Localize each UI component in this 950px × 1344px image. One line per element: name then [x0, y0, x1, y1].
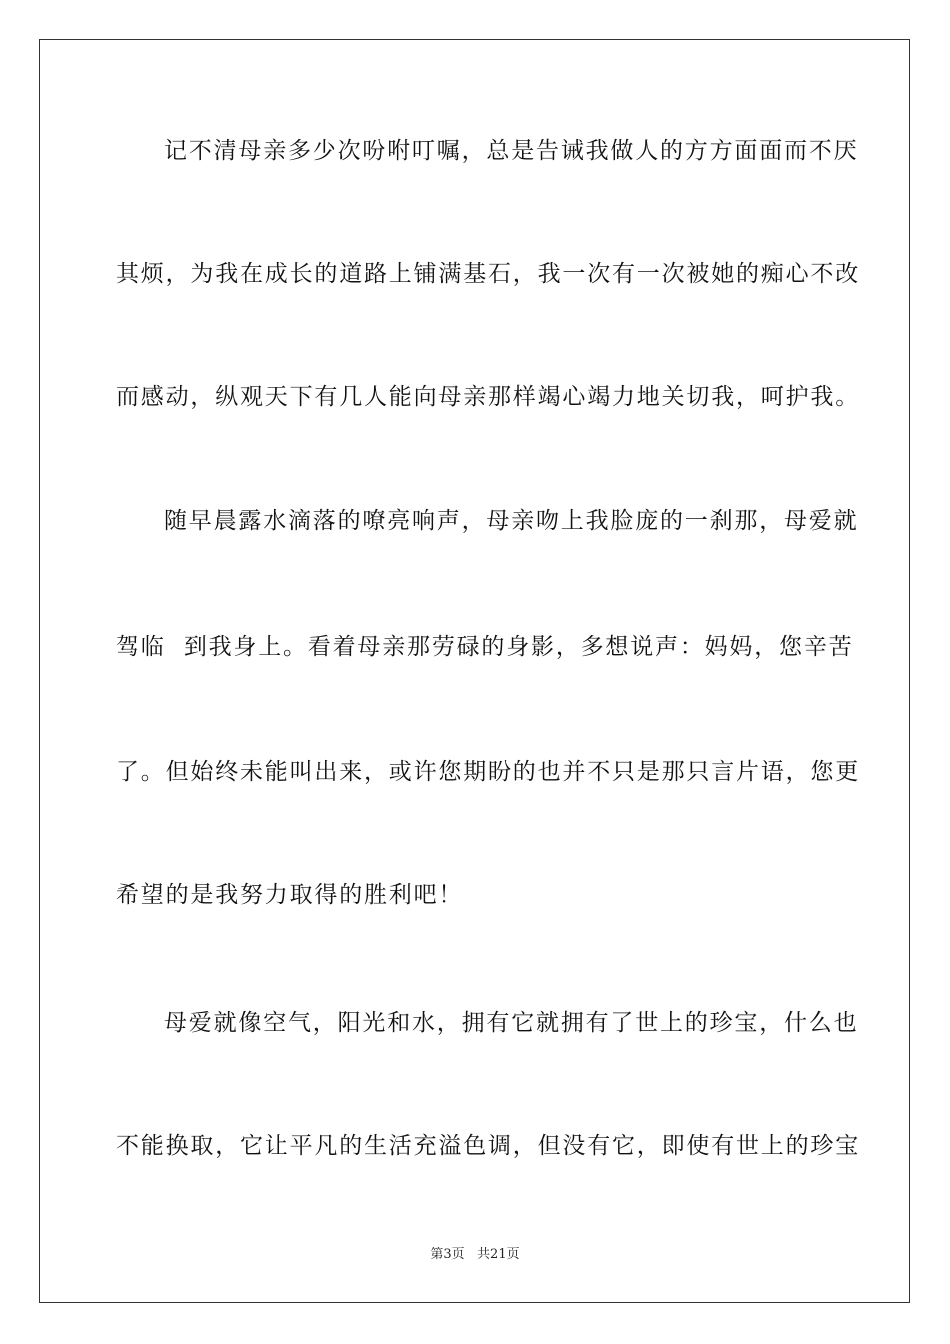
paragraph-3-line-2: 不能换取，它让平凡的生活充溢色调，但没有它，即使有世上的珍宝	[116, 1133, 860, 1159]
paragraph-2-line-1: 随早晨露水滴落的嘹亮响声，母亲吻上我脸庞的一刹那，母爱就	[164, 508, 859, 534]
page-number-footer: 第3页 共21页	[430, 1247, 520, 1262]
paragraph-3-line-1: 母爱就像空气，阳光和水，拥有它就拥有了世上的珍宝，什么也	[164, 1010, 859, 1036]
paragraph-2-line-4: 希望的是我努力取得的胜利吧！	[116, 882, 464, 908]
paragraph-2-line-2: 驾临 到我身上。看着母亲那劳碌的身影，多想说声：妈妈，您辛苦	[116, 634, 854, 660]
page-border	[39, 39, 910, 1303]
paragraph-1-line-3: 而感动，纵观天下有几人能向母亲那样竭心竭力地关切我，呵护我。	[116, 384, 860, 410]
paragraph-1-line-1: 记不清母亲多少次吩咐叮嘱，总是告诫我做人的方方面面而不厌	[164, 138, 859, 164]
paragraph-1-line-2: 其烦，为我在成长的道路上铺满基石，我一次有一次被她的痴心不改	[116, 261, 860, 287]
paragraph-2-line-3: 了。但始终未能叫出来，或许您期盼的也并不只是那只言片语，您更	[116, 759, 860, 785]
